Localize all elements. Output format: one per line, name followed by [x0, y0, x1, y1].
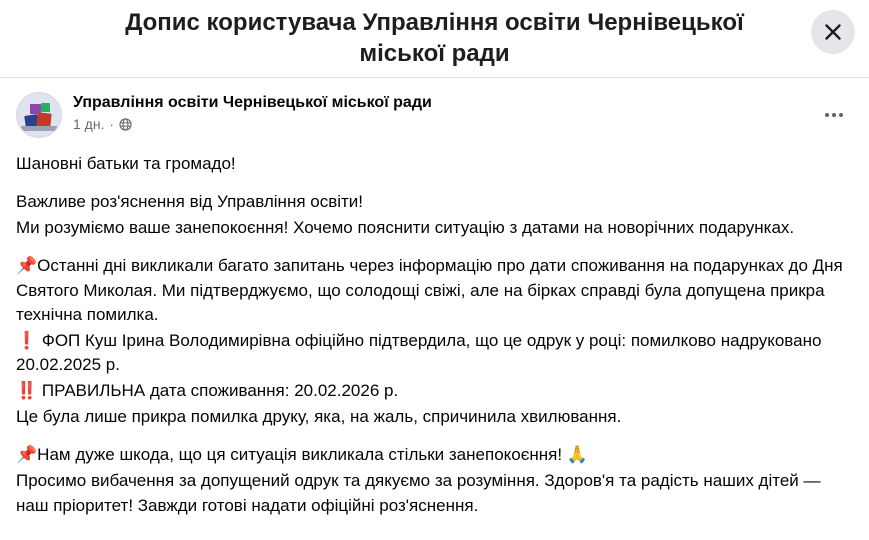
post-timestamp[interactable]: 1 дн.: [73, 116, 105, 133]
avatar-shape-book-top2: [41, 103, 50, 112]
post-paragraph: 📌Останні дні викликали багато запитань через інформацію про дати споживання на подарунках до Дня Святого Миколая. Ми підтверджуємо, що солодощі свіжі, але на бірках справді була допущена прикра технічна помилка.: [16, 256, 843, 324]
folded-hands-emoji: 🙏: [566, 445, 589, 466]
page-title: Допис користувача Управління освіти Чернівецької міської ради: [125, 8, 744, 67]
post-header: [16, 92, 853, 142]
dialog-header: [0, 0, 869, 78]
avatar-shape-desk: [21, 126, 57, 131]
pin-emoji: 📌: [16, 256, 38, 277]
post-author-block: [73, 92, 432, 132]
post-paragraph: ‼️ ПРАВИЛЬНА дата споживання: 20.02.2026 р.: [16, 381, 399, 401]
more-options-icon: [839, 113, 843, 117]
post-paragraph: Просимо вибачення за допущений одрук та дякуємо за розуміння. Здоров'я та радість наших дітей — наш пріоритет! Завжди готові надати офіційні роз'яснення.: [16, 471, 821, 515]
post-meta: [73, 116, 432, 132]
meta-separator: ·: [109, 116, 114, 132]
post-container: [0, 78, 869, 518]
post-paragraph: Шановні батьки та громадо!: [16, 154, 236, 173]
post-paragraph: Це була лише прикра помилка друку, яка, на жаль, спричинила хвилювання.: [16, 407, 622, 427]
more-options-icon: [832, 113, 836, 117]
post-paragraph: Важливе роз'яснення від Управління освіти!: [16, 192, 364, 212]
globe-icon: [119, 118, 132, 131]
post-author-name[interactable]: Управління освіти Чернівецької міської ради: [73, 94, 432, 111]
post-paragraph: Ми розуміємо ваше занепокоєння! Хочемо пояснити ситуацію з датами на новорічних подарунках.: [16, 218, 795, 238]
exclamation-emoji: ❗: [16, 330, 38, 351]
post-paragraph: ❗ ФОП Куш Ірина Володимирівна офіційно підтвердила, що це одрук у році: помилково надруковано 20.02.2025 р.: [16, 330, 822, 374]
more-options-button[interactable]: [817, 98, 851, 132]
more-options-icon: [825, 113, 829, 117]
post-paragraph: 📌Нам дуже шкода, що ця ситуація викликала стільки занепокоєння! 🙏: [16, 445, 589, 466]
close-icon: [823, 22, 843, 42]
avatar[interactable]: [16, 92, 62, 138]
pin-emoji: 📌: [16, 445, 38, 466]
post-text: [16, 152, 853, 518]
double-exclamation-emoji: ‼️: [16, 381, 38, 401]
close-button[interactable]: [811, 10, 855, 54]
